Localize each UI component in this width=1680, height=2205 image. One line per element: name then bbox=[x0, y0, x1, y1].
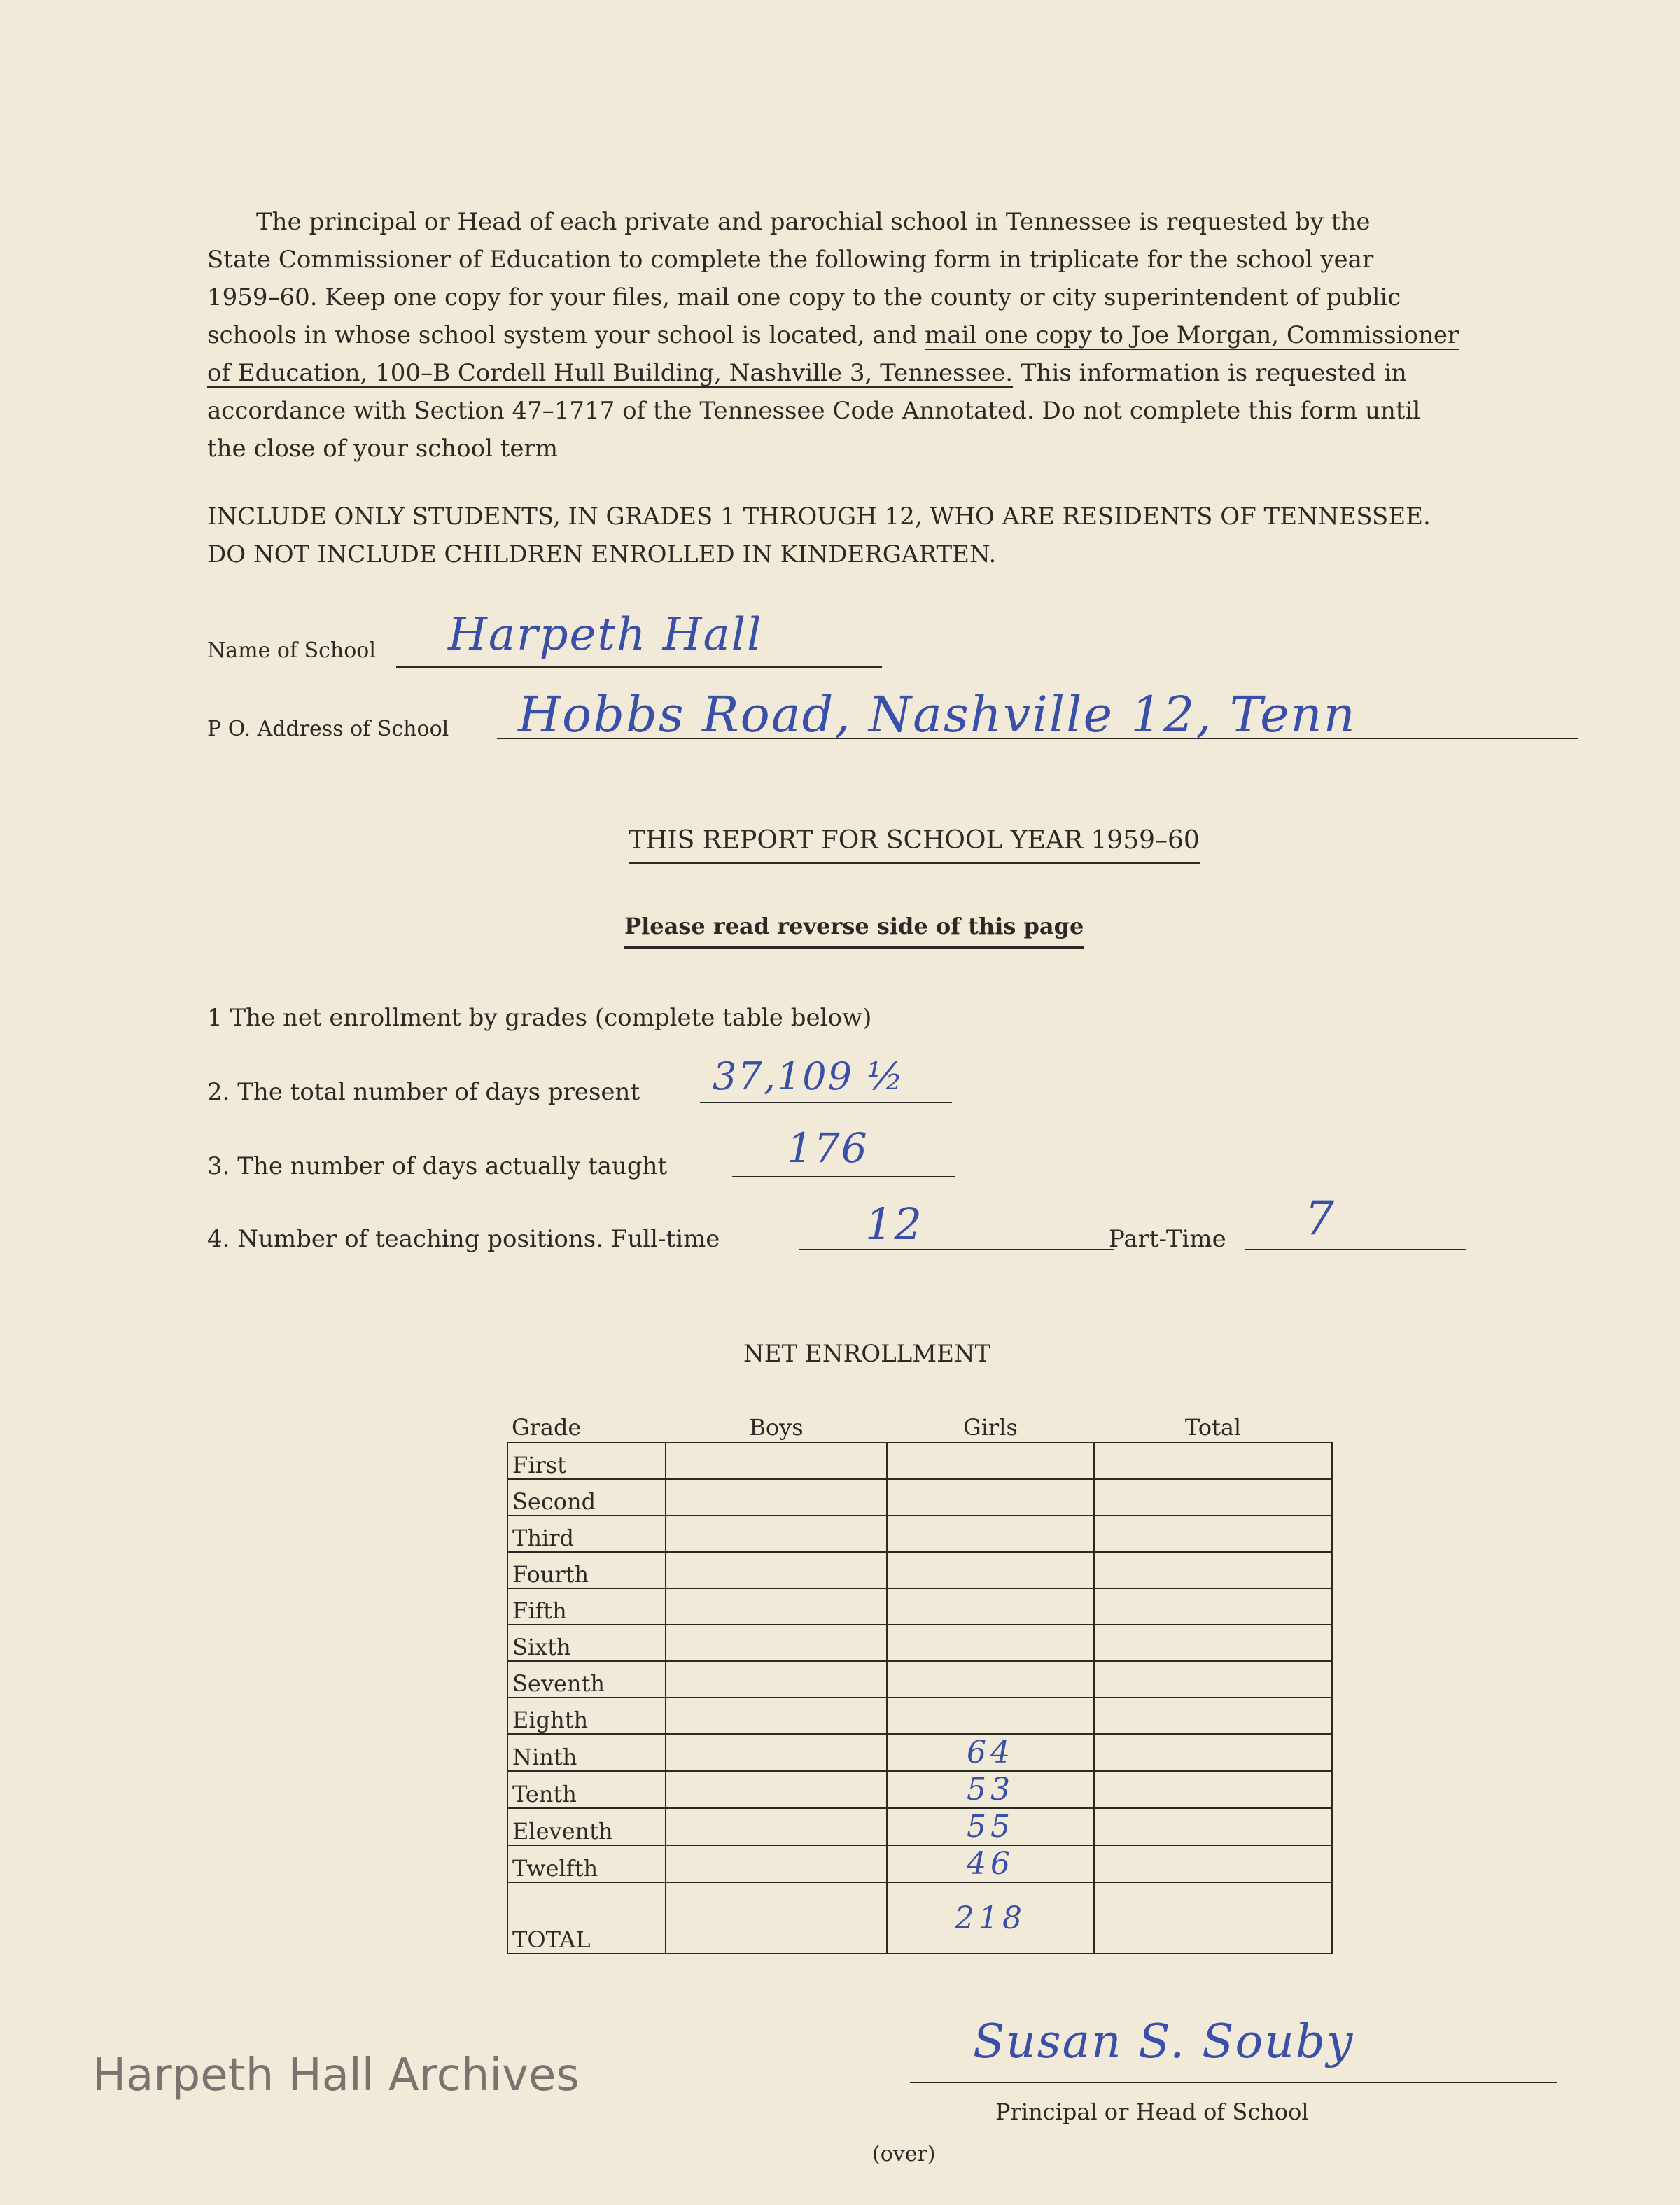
girls-cell[interactable] bbox=[887, 1698, 1094, 1734]
enrollment-table bbox=[507, 1413, 1333, 1954]
total-cell[interactable] bbox=[1094, 1588, 1332, 1625]
table-row bbox=[507, 1443, 1332, 1479]
item-1: 1 The net enrollment by grades (complete table below) bbox=[207, 1004, 872, 1032]
girls-cell[interactable] bbox=[887, 1552, 1094, 1588]
boys-cell[interactable] bbox=[666, 1588, 887, 1625]
table-row bbox=[507, 1516, 1332, 1552]
over-note: (over) bbox=[872, 2142, 936, 2166]
table-row bbox=[507, 1625, 1332, 1661]
grade-cell: Third bbox=[507, 1516, 666, 1552]
intro-text: schools in whose school system your school is located, and bbox=[207, 321, 925, 349]
total-cell[interactable] bbox=[1094, 1516, 1332, 1552]
table-row bbox=[507, 1845, 1332, 1882]
days-present-value[interactable]: 37,109 ½ bbox=[713, 1054, 905, 1098]
girls-cell[interactable] bbox=[887, 1443, 1094, 1479]
principal-signature: Susan S. Souby bbox=[973, 2015, 1354, 2068]
boys-cell[interactable] bbox=[666, 1479, 887, 1516]
mailing-address: of Education, 100–B Cordell Hull Building, Nashville 3, Tennessee. bbox=[207, 359, 1014, 387]
item-3-label: 3. The number of days actually taught bbox=[207, 1152, 668, 1180]
grade-cell: Second bbox=[507, 1479, 666, 1516]
part-time-rule bbox=[1245, 1249, 1466, 1250]
girls-cell[interactable]: 53 bbox=[887, 1771, 1094, 1808]
enrollment-title: NET ENROLLMENT bbox=[743, 1340, 991, 1368]
grade-cell: Eighth bbox=[507, 1698, 666, 1734]
table-row bbox=[507, 1588, 1332, 1625]
grade-cell: Fifth bbox=[507, 1588, 666, 1625]
school-address-label: P O. Address of School bbox=[207, 717, 449, 741]
total-label-cell: TOTAL bbox=[507, 1882, 666, 1954]
boys-cell[interactable] bbox=[666, 1516, 887, 1552]
intro-line: the close of your school term bbox=[207, 435, 559, 463]
intro-line bbox=[207, 316, 1459, 354]
intro-line: accordance with Section 47–1717 of the Tennessee Code Annotated. Do not complete this form until bbox=[207, 397, 1421, 425]
girls-cell[interactable]: 46 bbox=[887, 1845, 1094, 1882]
girls-cell[interactable]: 55 bbox=[887, 1808, 1094, 1845]
read-reverse-note: Please read reverse side of this page bbox=[624, 913, 1084, 948]
total-cell[interactable] bbox=[1094, 1443, 1332, 1479]
header-grade: Grade bbox=[507, 1413, 666, 1443]
item-2-label: 2. The total number of days present bbox=[207, 1078, 640, 1106]
grade-cell: Ninth bbox=[507, 1734, 666, 1771]
header-boys: Boys bbox=[666, 1413, 887, 1443]
boys-cell[interactable] bbox=[666, 1845, 887, 1882]
total-cell[interactable] bbox=[1094, 1845, 1332, 1882]
report-title: THIS REPORT FOR SCHOOL YEAR 1959–60 bbox=[629, 826, 1200, 864]
table-row bbox=[507, 1552, 1332, 1588]
total-cell[interactable] bbox=[1094, 1661, 1332, 1698]
days-taught-value[interactable]: 176 bbox=[787, 1124, 869, 1172]
part-time-value[interactable]: 7 bbox=[1305, 1191, 1336, 1245]
boys-cell[interactable] bbox=[666, 1771, 887, 1808]
total-cell[interactable] bbox=[1094, 1625, 1332, 1661]
total-cell[interactable] bbox=[1094, 1479, 1332, 1516]
table-total-row bbox=[507, 1882, 1332, 1954]
school-name-rule bbox=[396, 666, 882, 668]
boys-cell[interactable] bbox=[666, 1625, 887, 1661]
intro-paragraph bbox=[207, 203, 1459, 468]
grade-cell: Seventh bbox=[507, 1661, 666, 1698]
intro-line: State Commissioner of Education to complete the following form in triplicate for the school year bbox=[207, 246, 1374, 274]
item-3-rule bbox=[732, 1176, 955, 1177]
girls-total-cell[interactable]: 218 bbox=[887, 1882, 1094, 1954]
signature-rule bbox=[910, 2082, 1557, 2083]
total-cell[interactable] bbox=[1094, 1808, 1332, 1845]
boys-cell[interactable] bbox=[666, 1661, 887, 1698]
girls-cell[interactable] bbox=[887, 1588, 1094, 1625]
school-address-value[interactable]: Hobbs Road, Nashville 12, Tenn bbox=[518, 686, 1357, 743]
grade-cell: Twelfth bbox=[507, 1845, 666, 1882]
grade-cell: First bbox=[507, 1443, 666, 1479]
girls-cell[interactable]: 64 bbox=[887, 1734, 1094, 1771]
school-name-label: Name of School bbox=[207, 638, 376, 663]
header-total: Total bbox=[1094, 1413, 1332, 1443]
boys-cell[interactable] bbox=[666, 1698, 887, 1734]
item-2-rule bbox=[700, 1102, 952, 1103]
grade-cell: Eleventh bbox=[507, 1808, 666, 1845]
header-girls: Girls bbox=[887, 1413, 1094, 1443]
grand-total-cell[interactable] bbox=[1094, 1882, 1332, 1954]
intro-line bbox=[207, 354, 1459, 392]
boys-cell[interactable] bbox=[666, 1734, 887, 1771]
table-header-row bbox=[507, 1413, 1332, 1443]
signature-caption: Principal or Head of School bbox=[995, 2099, 1309, 2125]
boys-cell[interactable] bbox=[666, 1552, 887, 1588]
girls-cell[interactable] bbox=[887, 1516, 1094, 1552]
intro-text: This information is requested in bbox=[1013, 359, 1407, 387]
grade-cell: Fourth bbox=[507, 1552, 666, 1588]
item-4-label: 4. Number of teaching positions. Full-time bbox=[207, 1225, 720, 1253]
total-cell[interactable] bbox=[1094, 1734, 1332, 1771]
grade-cell: Sixth bbox=[507, 1625, 666, 1661]
table-row bbox=[507, 1698, 1332, 1734]
mailing-instruction: mail one copy to Joe Morgan, Commissioner bbox=[925, 321, 1460, 349]
table-row bbox=[507, 1734, 1332, 1771]
intro-line: 1959–60. Keep one copy for your files, mail one copy to the county or city superintendent of public bbox=[207, 284, 1401, 312]
girls-cell[interactable] bbox=[887, 1479, 1094, 1516]
table-row bbox=[507, 1771, 1332, 1808]
total-cell[interactable] bbox=[1094, 1698, 1332, 1734]
full-time-rule bbox=[799, 1249, 1114, 1250]
boys-cell[interactable] bbox=[666, 1443, 887, 1479]
boys-cell[interactable] bbox=[666, 1808, 887, 1845]
total-cell[interactable] bbox=[1094, 1552, 1332, 1588]
intro-line: The principal or Head of each private and parochial school in Tennessee is requested by the bbox=[256, 208, 1371, 236]
total-cell[interactable] bbox=[1094, 1771, 1332, 1808]
table-row bbox=[507, 1808, 1332, 1845]
table-row bbox=[507, 1661, 1332, 1698]
notice-line-2: DO NOT INCLUDE CHILDREN ENROLLED IN KINDERGARTEN. bbox=[207, 540, 997, 568]
notice-line-1: INCLUDE ONLY STUDENTS, IN GRADES 1 THROUGH 12, WHO ARE RESIDENTS OF TENNESSEE. bbox=[207, 503, 1431, 531]
full-time-value[interactable]: 12 bbox=[865, 1198, 923, 1250]
archive-watermark: Harpeth Hall Archives bbox=[92, 2050, 580, 2101]
table-row bbox=[507, 1479, 1332, 1516]
school-name-value[interactable]: Harpeth Hall bbox=[448, 609, 763, 661]
grade-cell: Tenth bbox=[507, 1771, 666, 1808]
boys-total-cell[interactable] bbox=[666, 1882, 887, 1954]
part-time-label: Part-Time bbox=[1109, 1225, 1226, 1253]
girls-cell[interactable] bbox=[887, 1661, 1094, 1698]
girls-cell[interactable] bbox=[887, 1625, 1094, 1661]
